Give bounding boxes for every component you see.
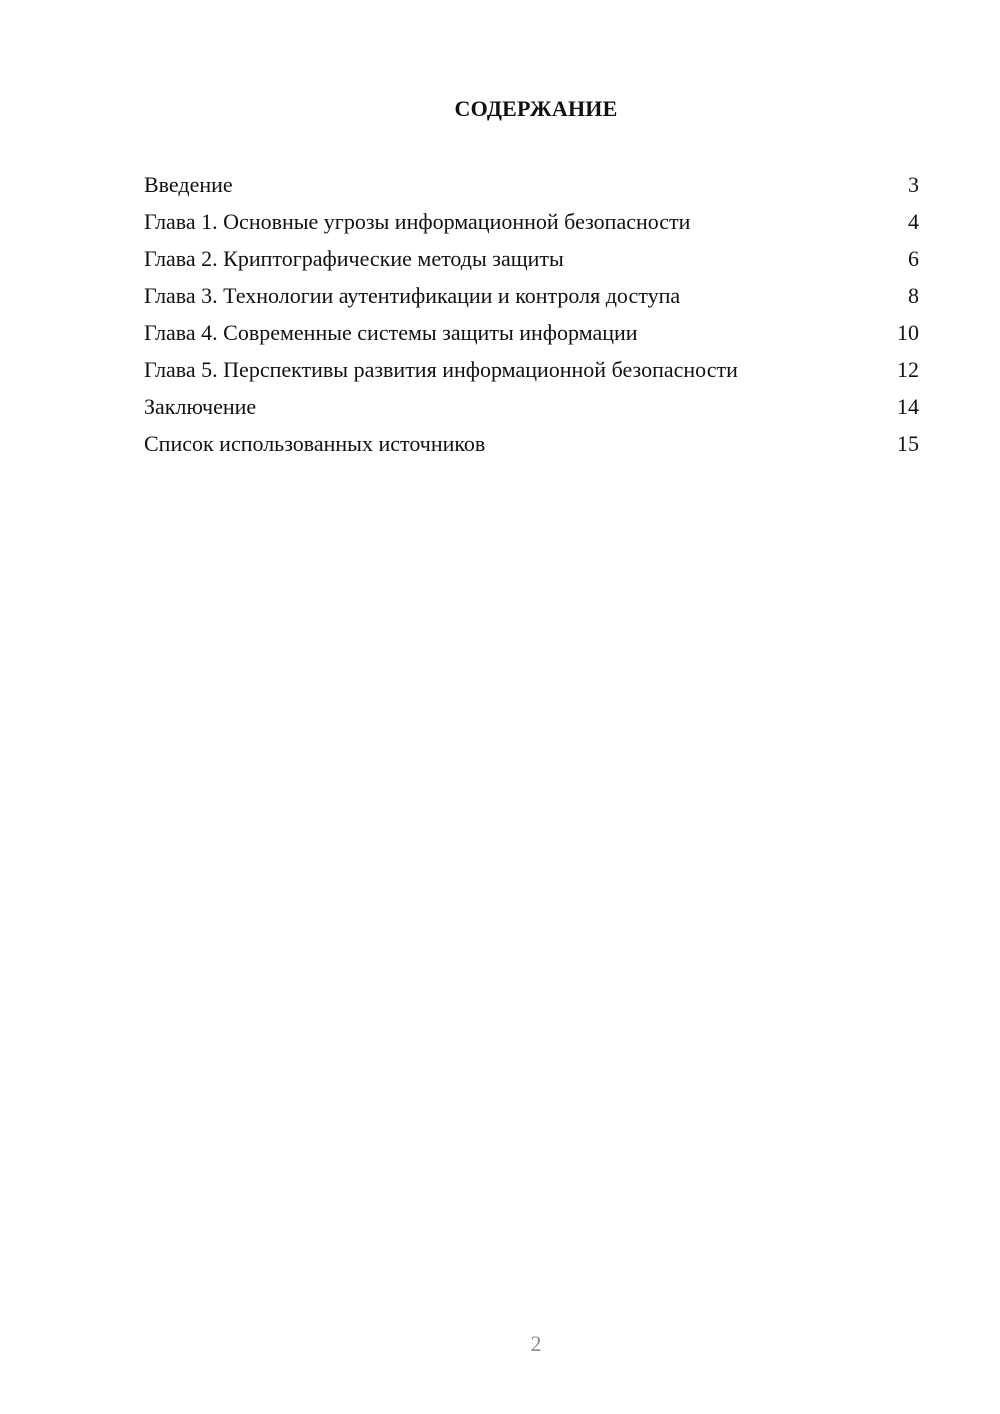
toc-entry-title: Глава 5. Перспективы развития информационной безопасности: [144, 357, 738, 382]
toc-entry-page: 6: [908, 246, 919, 271]
toc-entry-chapter-4[interactable]: [144, 314, 919, 351]
toc-entry-page: 12: [897, 357, 919, 382]
toc-entry-introduction[interactable]: [144, 166, 919, 203]
toc-entry-title: Введение: [144, 172, 233, 197]
toc-entry-chapter-5[interactable]: [144, 351, 919, 388]
toc-entry-chapter-3[interactable]: [144, 277, 919, 314]
toc-entry-title: Заключение: [144, 394, 257, 419]
toc-entry-chapter-2[interactable]: [144, 240, 919, 277]
page-number: 2: [530, 1331, 542, 1356]
toc-entry-chapter-1[interactable]: [144, 203, 919, 240]
toc-entry-title: Глава 1. Основные угрозы информационной безопасности: [144, 209, 691, 234]
toc-entry-page: 10: [897, 320, 919, 345]
toc-entry-page: 15: [897, 431, 919, 456]
toc-heading: СОДЕРЖАНИЕ: [454, 96, 618, 121]
toc-entry-title: Глава 2. Криптографические методы защиты: [144, 246, 564, 271]
toc-entry-references[interactable]: [144, 425, 919, 462]
toc-entry-title: Список использованных источников: [144, 431, 486, 456]
toc-entry-page: 3: [908, 172, 919, 197]
toc-entry-page: 4: [908, 209, 919, 234]
toc-entry-page: 14: [897, 394, 919, 419]
toc-entry-conclusion[interactable]: [144, 388, 919, 425]
toc-entry-title: Глава 4. Современные системы защиты информации: [144, 320, 638, 345]
toc-entry-title: Глава 3. Технологии аутентификации и контроля доступа: [144, 283, 681, 308]
table-of-contents: [144, 166, 919, 462]
toc-entry-page: 8: [908, 283, 919, 308]
